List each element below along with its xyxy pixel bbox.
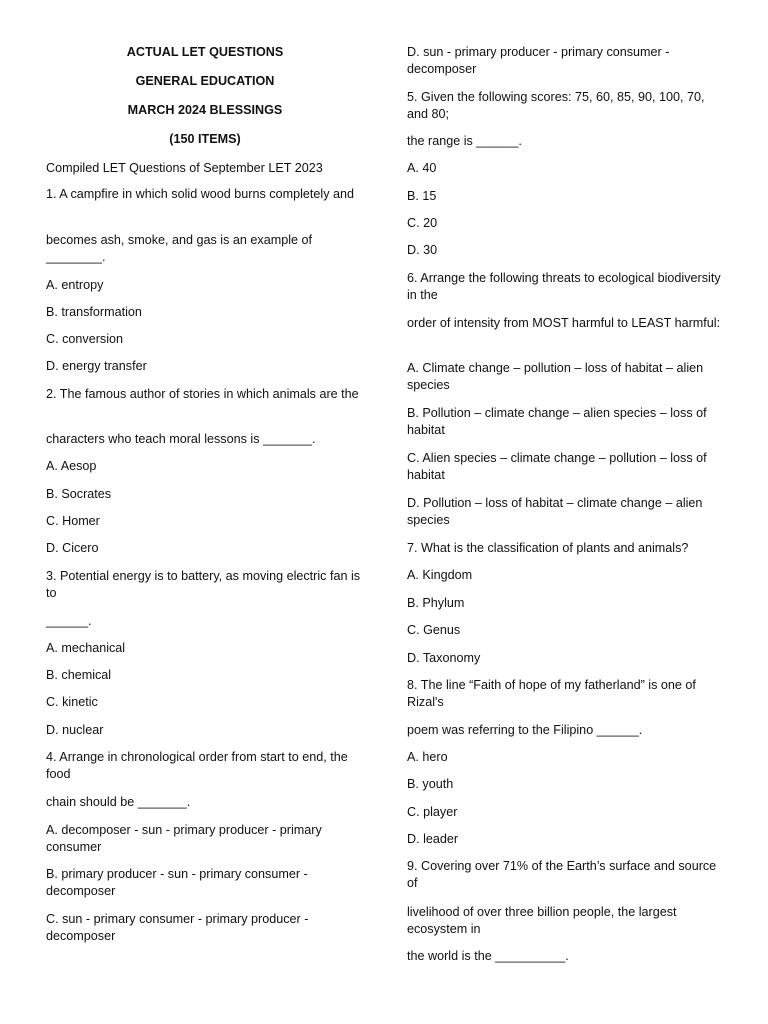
question-5-stem-cont: the range is ______.: [407, 134, 522, 148]
q4-choice-a: A. decomposer - sun - primary producer - primary consumer: [46, 823, 322, 854]
question-6-stem-cont: order of intensity from MOST harmful to LEAST harmful:: [407, 316, 721, 330]
q3-choice-d: D. nuclear: [46, 723, 104, 737]
q1-choice-c: C. conversion: [46, 332, 123, 346]
question-8-stem-cont: poem was referring to the Filipino ______.: [407, 723, 643, 737]
q3-choice-b: B. chemical: [46, 668, 112, 682]
q8-choice-c: C. player: [407, 805, 458, 819]
compiled-note: Compiled LET Questions of September LET 2023: [46, 161, 323, 175]
doc-title: ACTUAL LET QUESTIONS: [126, 45, 284, 59]
q1-choice-b: B. transformation: [46, 305, 142, 319]
q6-choice-a: A. Climate change – pollution – loss of habitat – alien species: [407, 361, 704, 392]
doc-subject: GENERAL EDUCATION: [135, 74, 275, 88]
doc-item-count: (150 ITEMS): [169, 132, 241, 146]
q2-choice-a: A. Aesop: [46, 459, 97, 473]
q7-choice-c: C. Genus: [407, 623, 461, 637]
q7-choice-d: D. Taxonomy: [407, 651, 481, 665]
question-1-stem-cont: becomes ash, smoke, and gas is an example of ________.: [46, 233, 313, 264]
q7-choice-a: A. Kingdom: [407, 568, 473, 582]
q2-choice-d: D. Cicero: [46, 541, 99, 555]
q2-choice-b: B. Socrates: [46, 487, 112, 501]
question-7-stem: 7. What is the classification of plants and animals?: [407, 541, 689, 555]
q7-choice-b: B. Phylum: [407, 596, 465, 610]
q6-choice-d: D. Pollution – loss of habitat – climate change – alien species: [407, 496, 703, 527]
question-2-stem: 2. The famous author of stories in which animals are the: [46, 387, 359, 401]
question-9-stem-cont: livelihood of over three billion people, the largest ecosystem in: [407, 905, 677, 936]
q4-choice-c: C. sun - primary consumer - primary producer - decomposer: [46, 912, 309, 943]
question-4-stem: 4. Arrange in chronological order from start to end, the food: [46, 750, 348, 781]
question-3-stem: 3. Potential energy is to battery, as moving electric fan is to: [46, 569, 361, 600]
q2-choice-c: C. Homer: [46, 514, 100, 528]
q8-choice-d: D. leader: [407, 832, 459, 846]
question-3-stem-cont: ______.: [46, 614, 92, 628]
q5-choice-d: D. 30: [407, 243, 438, 257]
question-1-stem: 1. A campfire in which solid wood burns completely and: [46, 187, 355, 201]
q3-choice-a: A. mechanical: [46, 641, 126, 655]
question-5-stem: 5. Given the following scores: 75, 60, 85, 90, 100, 70, and 80;: [407, 90, 705, 121]
question-4-stem-cont: chain should be _______.: [46, 795, 191, 809]
question-2-stem-cont: characters who teach moral lessons is _______.: [46, 432, 316, 446]
q5-choice-a: A. 40: [407, 161, 437, 175]
q6-choice-b: B. Pollution – climate change – alien species – loss of habitat: [407, 406, 707, 437]
question-9-stem-end: the world is the __________.: [407, 949, 569, 963]
q8-choice-a: A. hero: [407, 750, 448, 764]
question-6-stem: 6. Arrange the following threats to ecological biodiversity in the: [407, 271, 721, 302]
q4-choice-b: B. primary producer - sun - primary consumer - decomposer: [46, 867, 308, 898]
doc-edition: MARCH 2024 BLESSINGS: [127, 103, 283, 117]
q5-choice-c: C. 20: [407, 216, 438, 230]
q3-choice-c: C. kinetic: [46, 695, 98, 709]
q4-choice-d: D. sun - primary producer - primary consumer - decomposer: [407, 45, 670, 76]
q1-choice-a: A. entropy: [46, 278, 104, 292]
q1-choice-d: D. energy transfer: [46, 359, 147, 373]
q8-choice-b: B. youth: [407, 777, 454, 791]
q6-choice-c: C. Alien species – climate change – pollution – loss of habitat: [407, 451, 707, 482]
question-8-stem: 8. The line “Faith of hope of my fatherland” is one of Rizal's: [407, 678, 696, 709]
q5-choice-b: B. 15: [407, 189, 437, 203]
question-9-stem: 9. Covering over 71% of the Earth’s surface and source of: [407, 859, 717, 890]
